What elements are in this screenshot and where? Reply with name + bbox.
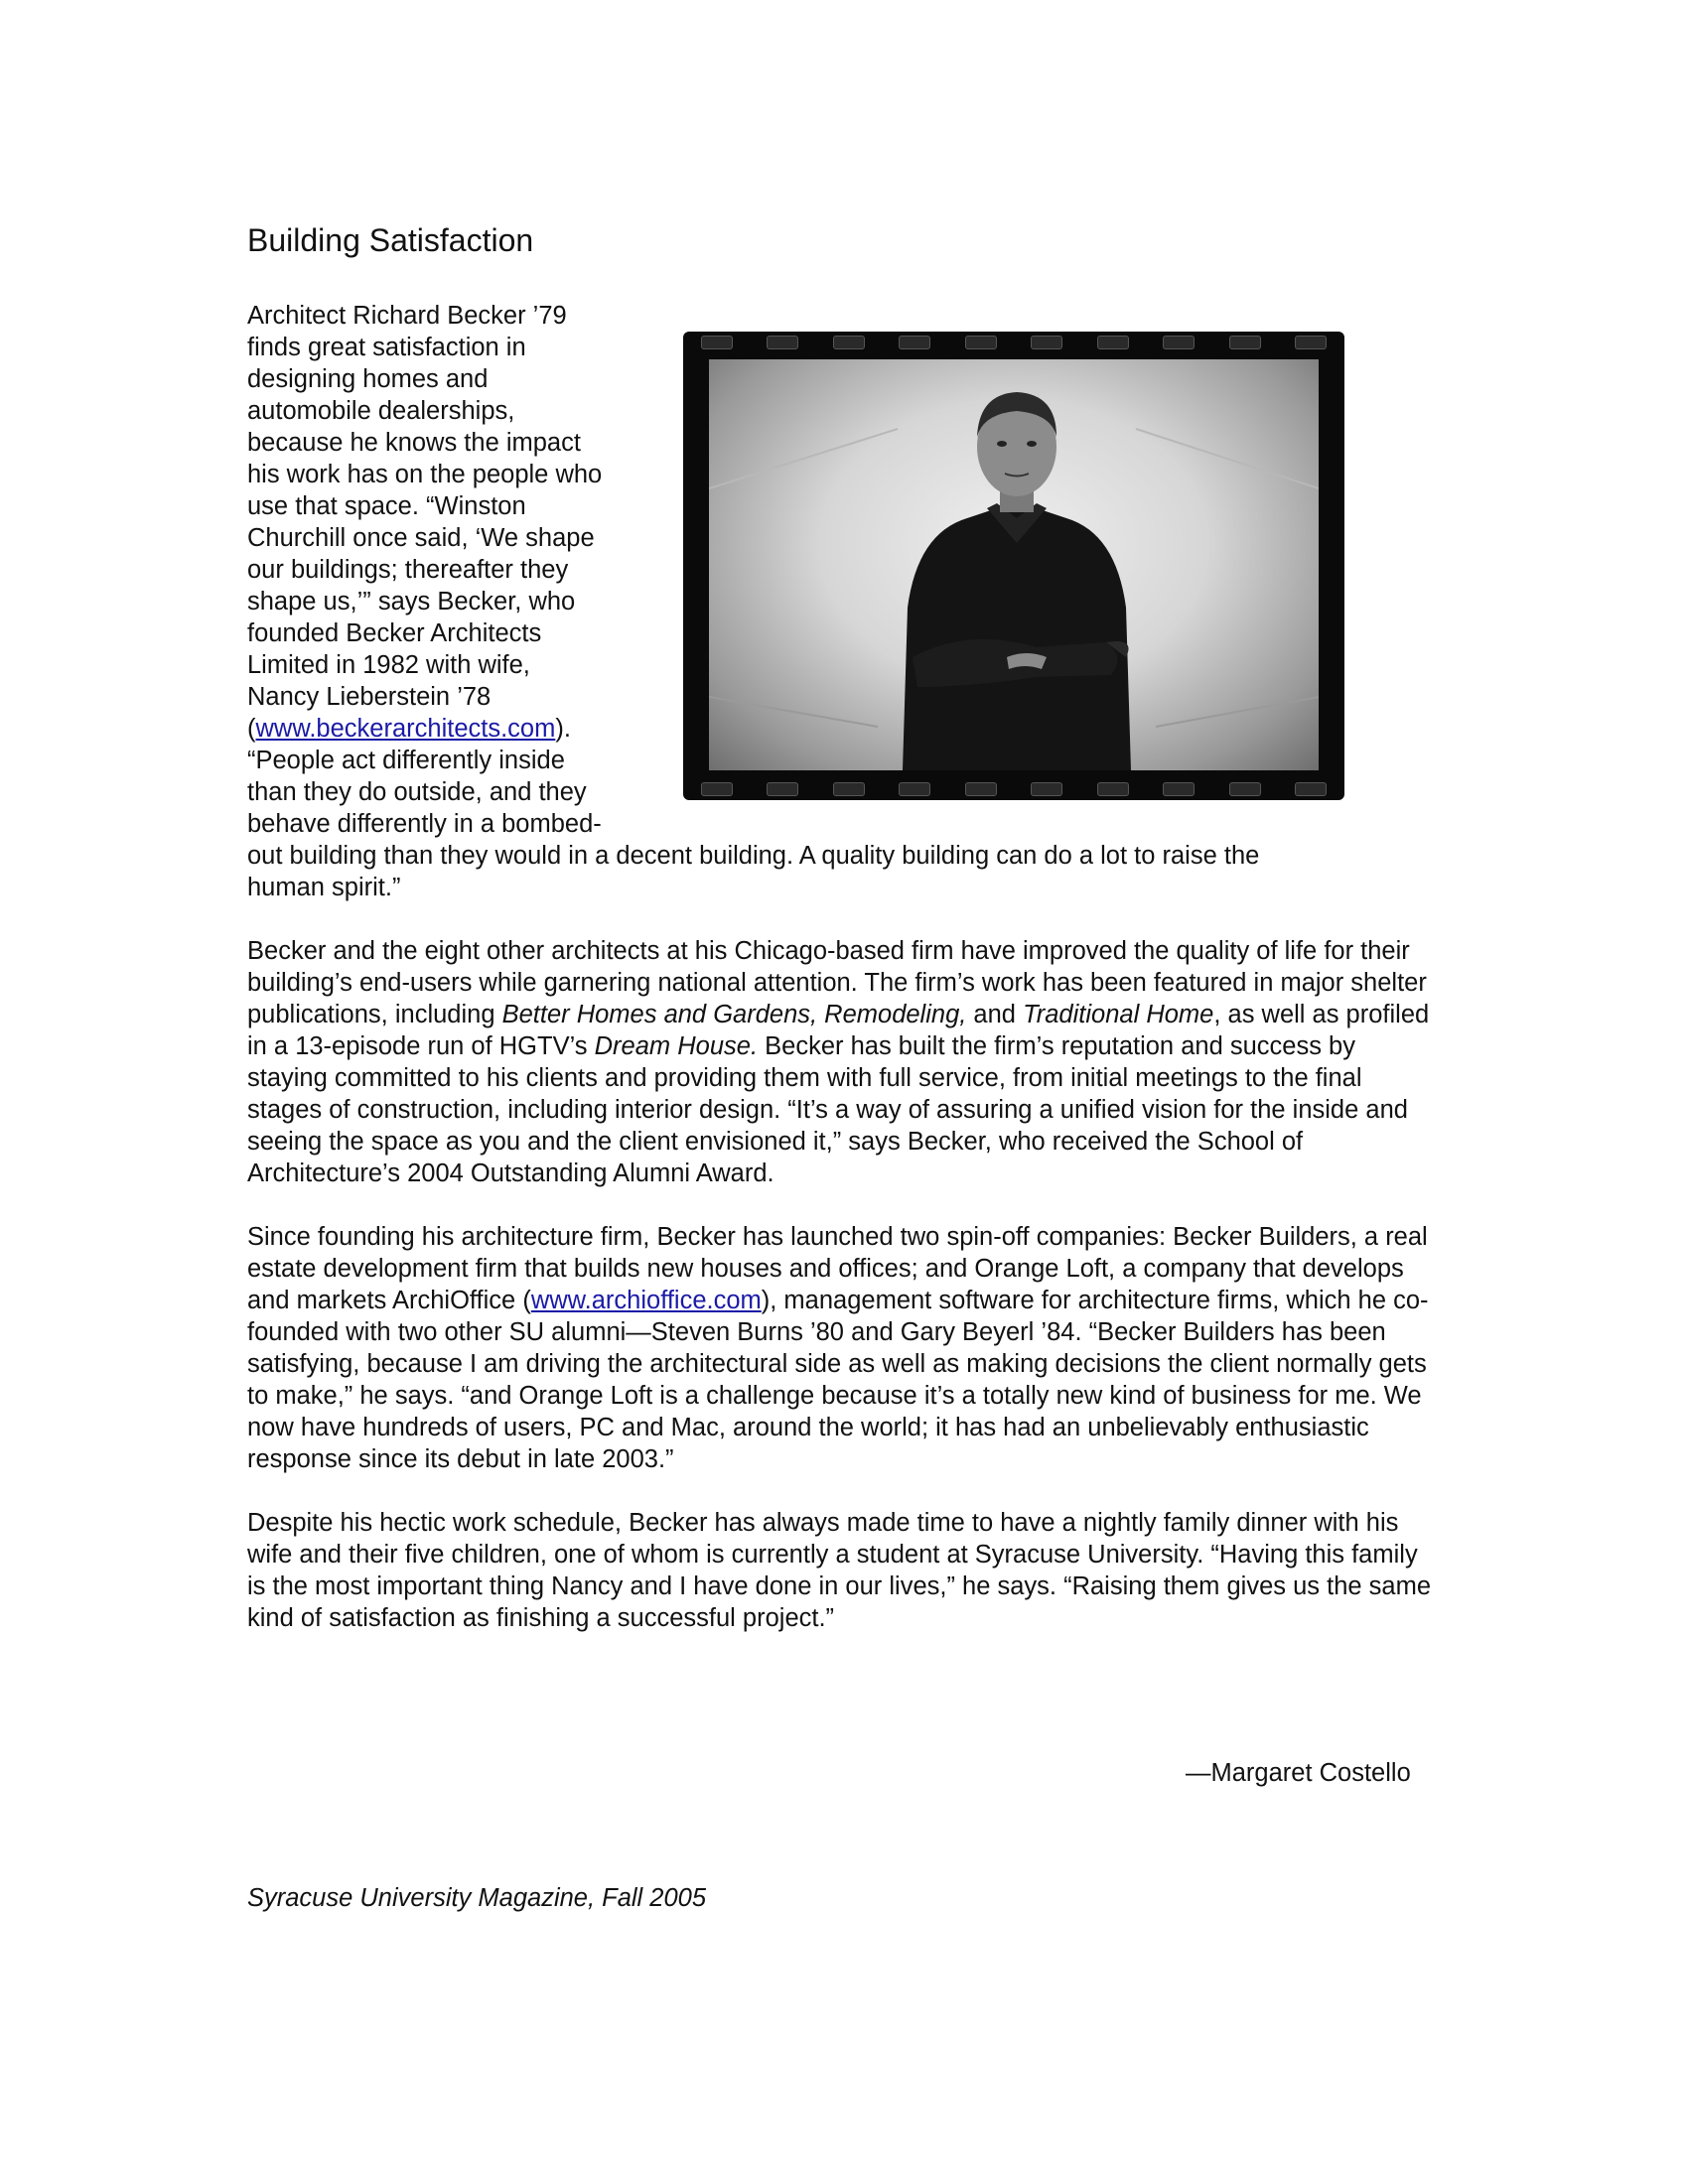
archioffice-link[interactable]: www.archioffice.com xyxy=(530,1287,762,1314)
publication-source: Syracuse University Magazine, Fall 2005 xyxy=(247,1884,707,1912)
article-body xyxy=(247,300,1439,1666)
paragraph-3: Since founding his architecture firm, Becker has launched two spin-off companies: Becker Builders, a real estate development firm that builds new houses and offices; and Orange Loft, a company that develops and markets ArchiOffice (www.archioffice.com), management software for architecture firms, which he co-founded with two other SU alumni—Steven Burns ’80 and Gary Beyerl ’84. “Becker Builders has been satisfying, because I am driving the architectural side as well as making decisions the client normally gets to make,” he says. “and Orange Loft is a challenge because it’s a totally new kind of business for me. We now have hundreds of users, PC and Mac, around the world; it has had an unbelievably enthusiastic response since its debut in late 2003.” xyxy=(247,1223,1429,1473)
author-signature: —Margaret Costello xyxy=(1186,1759,1411,1787)
paragraph-1: Architect Richard Becker ’79 finds great satisfaction in designing homes and automobile dealerships, because he knows the impact his work has on the people who use that space. “Winston Churchill once said, ‘We shape our buildings; thereafter they shape us,’” says Becker, who founded Becker Architects Limited in 1982 with wife, Nancy Lieberstein ’78 (www.beckerarchitects.com). “People act differently inside than they do outside, and they behave differently in a bombed- out building than they would in a decent building. A quality building can do a lot to raise the human spirit.” xyxy=(247,302,1260,901)
beckerarchitects-link[interactable]: www.beckerarchitects.com xyxy=(255,715,556,743)
paragraph-4: Despite his hectic work schedule, Becker has always made time to have a nightly family dinner with his wife and their five children, one of whom is currently a student at Syracuse University. “Having this family is the most important thing Nancy and I have done in our lives,” he says. “Raising them gives us the same kind of satisfaction as finishing a successful project.” xyxy=(247,1509,1432,1632)
paragraph-2: Becker and the eight other architects at his Chicago-based firm have improved the quality of life for their building’s end-users while garnering national attention. The firm’s work has been featured in major shelter publications, including Better Homes and Gardens, Remodeling, and Traditional Home, as well as profiled in a 13-episode run of HGTV’s Dream House. Becker has built the firm’s reputation and success by staying committed to his clients and providing them with full service, from initial meetings to the final stages of construction, including interior design. “It’s a way of assuring a unified vision for the inside and seeing the space as you and the client envisioned it,” says Becker, who received the School of Architecture’s 2004 Outstanding Alumni Award. xyxy=(247,937,1430,1187)
article-title: Building Satisfaction xyxy=(247,222,534,258)
